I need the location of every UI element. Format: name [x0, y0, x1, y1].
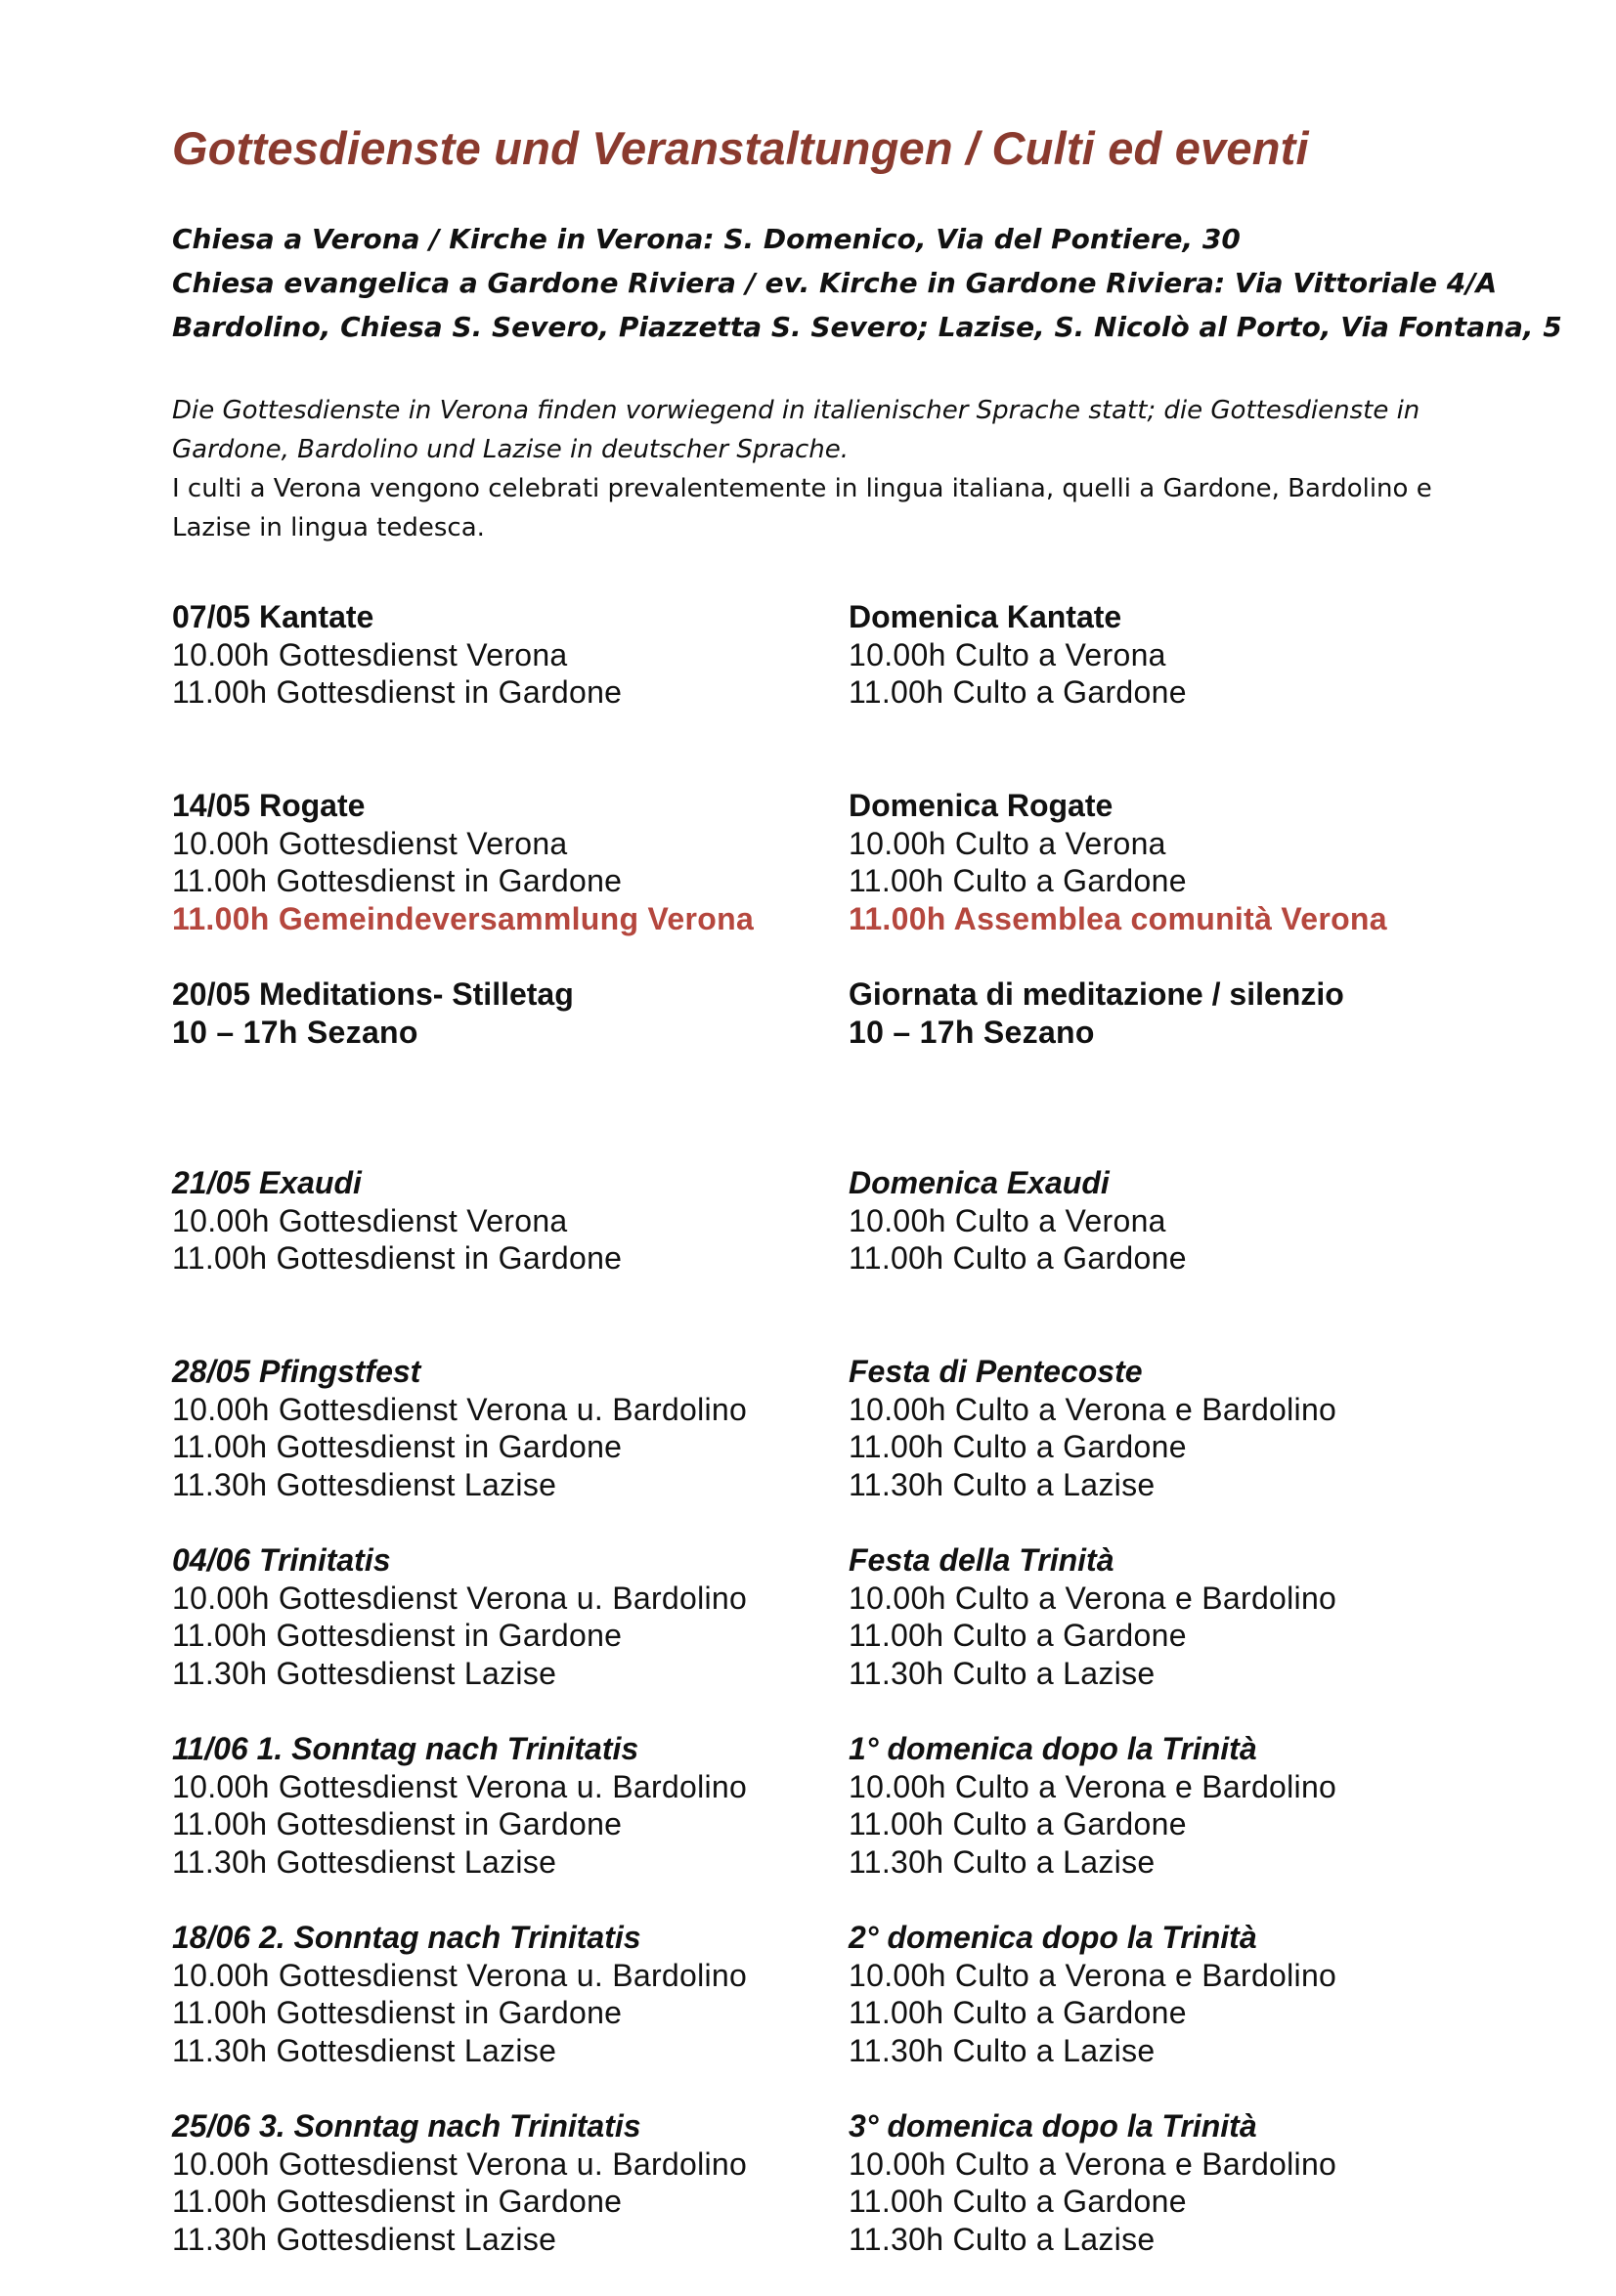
event-line: 11.30h Culto a Lazise — [849, 1655, 1156, 1691]
event-title: 21/05 Exaudi — [172, 1165, 362, 1200]
event-title: Domenica Kantate — [849, 599, 1122, 634]
event-line: 10.00h Gottesdienst Verona u. Bardolino — [172, 1580, 748, 1616]
event-line: 10.00h Gottesdienst Verona u. Bardolino — [172, 1768, 748, 1804]
event-line: 11.00h Culto a Gardone — [849, 1429, 1187, 1464]
event-line: 10.00h Gottesdienst Verona u. Bardolino — [172, 2145, 748, 2182]
event-line: 11.00h Culto a Gardone — [849, 2184, 1187, 2219]
event-title: 2° domenica dopo la Trinità — [849, 1920, 1257, 1955]
event-line: 10.00h Culto a Verona e Bardolino — [849, 1391, 1337, 1427]
event-line: 10.00h Culto a Verona e Bardolino — [849, 1957, 1337, 1993]
event-line: 11.30h Culto a Lazise — [849, 1843, 1156, 1880]
event-block — [849, 975, 1523, 1164]
language-note-it: I culti a Verona vengono celebrati prevalentemente in lingua italiana, quelli a Gardone, Bardolino e Lazise in lingua tedesca. — [172, 474, 1432, 542]
event-block — [172, 598, 847, 787]
event-line: 11.00h Culto a Gardone — [849, 1618, 1187, 1653]
language-note-de: Die Gottesdienste in Verona finden vorwiegend in italienischer Sprache statt; die Gottesdienste in Gardone, Bardolino und Lazise in deutscher Sprache. — [172, 396, 1420, 464]
event-title: 28/05 Pfingstfest — [172, 1354, 421, 1389]
event-line: 11.00h Gottesdienst in Gardone — [172, 1806, 623, 1841]
event-title: 14/05 Rogate — [172, 788, 366, 823]
page-title: Gottesdienste und Veranstaltungen / Culti ed eventi — [172, 122, 1309, 174]
event-line: 11.00h Gottesdienst in Gardone — [172, 1618, 623, 1653]
event-line: 10.00h Gottesdienst Verona — [172, 825, 568, 861]
event-block — [172, 1353, 847, 1541]
event-line: 11.00h Culto a Gardone — [849, 1995, 1187, 2030]
event-block — [172, 2107, 847, 2296]
event-line: 11.30h Culto a Lazise — [849, 2032, 1156, 2068]
event-line: 10.00h Culto a Verona e Bardolino — [849, 1580, 1337, 1616]
event-title: 20/05 Meditations- Stilletag — [172, 976, 574, 1012]
event-line: 11.00h Gottesdienst in Gardone — [172, 1429, 623, 1464]
language-note — [172, 391, 1502, 547]
event-block — [849, 787, 1523, 975]
event-line: 11.00h Culto a Gardone — [849, 674, 1187, 710]
event-title: 07/05 Kantate — [172, 599, 374, 634]
event-line: 11.00h Gottesdienst in Gardone — [172, 2184, 623, 2219]
event-line: 10.00h Gottesdienst Verona u. Bardolino — [172, 1957, 748, 1993]
event-title: Festa di Pentecoste — [849, 1354, 1143, 1389]
event-line: 11.30h Gottesdienst Lazise — [172, 1843, 557, 1880]
event-line: 11.30h Gottesdienst Lazise — [172, 2221, 557, 2257]
event-line: 10.00h Gottesdienst Verona — [172, 636, 568, 672]
event-line: 10.00h Gottesdienst Verona — [172, 1202, 568, 1238]
event-title: 25/06 3. Sonntag nach Trinitatis — [172, 2108, 641, 2144]
event-block — [849, 1541, 1523, 1730]
event-line: 11.30h Culto a Lazise — [849, 1466, 1156, 1502]
event-line: 11.00h Gottesdienst in Gardone — [172, 674, 623, 710]
event-block — [172, 1730, 847, 1919]
event-line: 10 – 17h Sezano — [849, 1014, 1095, 1050]
event-block — [849, 1164, 1523, 1353]
event-line: 11.00h Culto a Gardone — [849, 1240, 1187, 1276]
schedule-column-de — [172, 598, 847, 2296]
event-highlight: 11.00h Assemblea comunità Verona — [849, 900, 1387, 936]
event-title: Domenica Rogate — [849, 788, 1114, 823]
event-line: 10.00h Culto a Verona e Bardolino — [849, 2145, 1337, 2182]
event-title: 18/06 2. Sonntag nach Trinitatis — [172, 1920, 641, 1955]
event-title: 11/06 1. Sonntag nach Trinitatis — [172, 1731, 639, 1766]
schedule-column-it — [849, 598, 1523, 2296]
event-line: 10.00h Culto a Verona — [849, 636, 1166, 672]
event-line: 10.00h Culto a Verona — [849, 1202, 1166, 1238]
event-title: 3° domenica dopo la Trinità — [849, 2108, 1257, 2144]
event-line: 10.00h Culto a Verona e Bardolino — [849, 1768, 1337, 1804]
event-title: Giornata di meditazione / silenzio — [849, 976, 1344, 1012]
event-block — [172, 975, 847, 1164]
location-gardone: Chiesa evangelica a Gardone Riviera / ev. Kirche in Gardone Riviera: Via Vittoriale 4/A — [172, 267, 1498, 299]
event-block — [172, 787, 847, 975]
event-line: 11.30h Gottesdienst Lazise — [172, 1655, 557, 1691]
event-highlight: 11.00h Gemeindeversammlung Verona — [172, 900, 755, 936]
locations — [172, 217, 1562, 349]
event-line: 11.00h Culto a Gardone — [849, 863, 1187, 898]
event-line: 10.00h Gottesdienst Verona u. Bardolino — [172, 1391, 748, 1427]
event-block — [849, 2107, 1523, 2296]
event-line: 11.30h Gottesdienst Lazise — [172, 1466, 557, 1502]
location-verona: Chiesa a Verona / Kirche in Verona: S. Domenico, Via del Pontiere, 30 — [172, 223, 1241, 255]
event-block — [172, 1919, 847, 2107]
event-title: 04/06 Trinitatis — [172, 1542, 391, 1578]
event-line: 11.00h Culto a Gardone — [849, 1806, 1187, 1841]
location-bardolino-lazise: Bardolino, Chiesa S. Severo, Piazzetta S. Severo; Lazise, S. Nicolò al Porto, Via Fontana, 5 — [172, 311, 1562, 343]
event-line: 10.00h Culto a Verona — [849, 825, 1166, 861]
event-line: 11.00h Gottesdienst in Gardone — [172, 1240, 623, 1276]
event-block — [172, 1164, 847, 1353]
event-line: 10 – 17h Sezano — [172, 1014, 418, 1050]
event-block — [849, 1353, 1523, 1541]
event-line: 11.30h Culto a Lazise — [849, 2221, 1156, 2257]
event-line: 11.00h Gottesdienst in Gardone — [172, 1995, 623, 2030]
event-block — [849, 1919, 1523, 2107]
event-title: Domenica Exaudi — [849, 1165, 1110, 1200]
event-block — [849, 1730, 1523, 1919]
event-title: Festa della Trinità — [849, 1542, 1114, 1578]
event-block — [172, 1541, 847, 1730]
event-line: 11.00h Gottesdienst in Gardone — [172, 863, 623, 898]
event-title: 1° domenica dopo la Trinità — [849, 1731, 1257, 1766]
event-block — [849, 598, 1523, 787]
event-line: 11.30h Gottesdienst Lazise — [172, 2032, 557, 2068]
